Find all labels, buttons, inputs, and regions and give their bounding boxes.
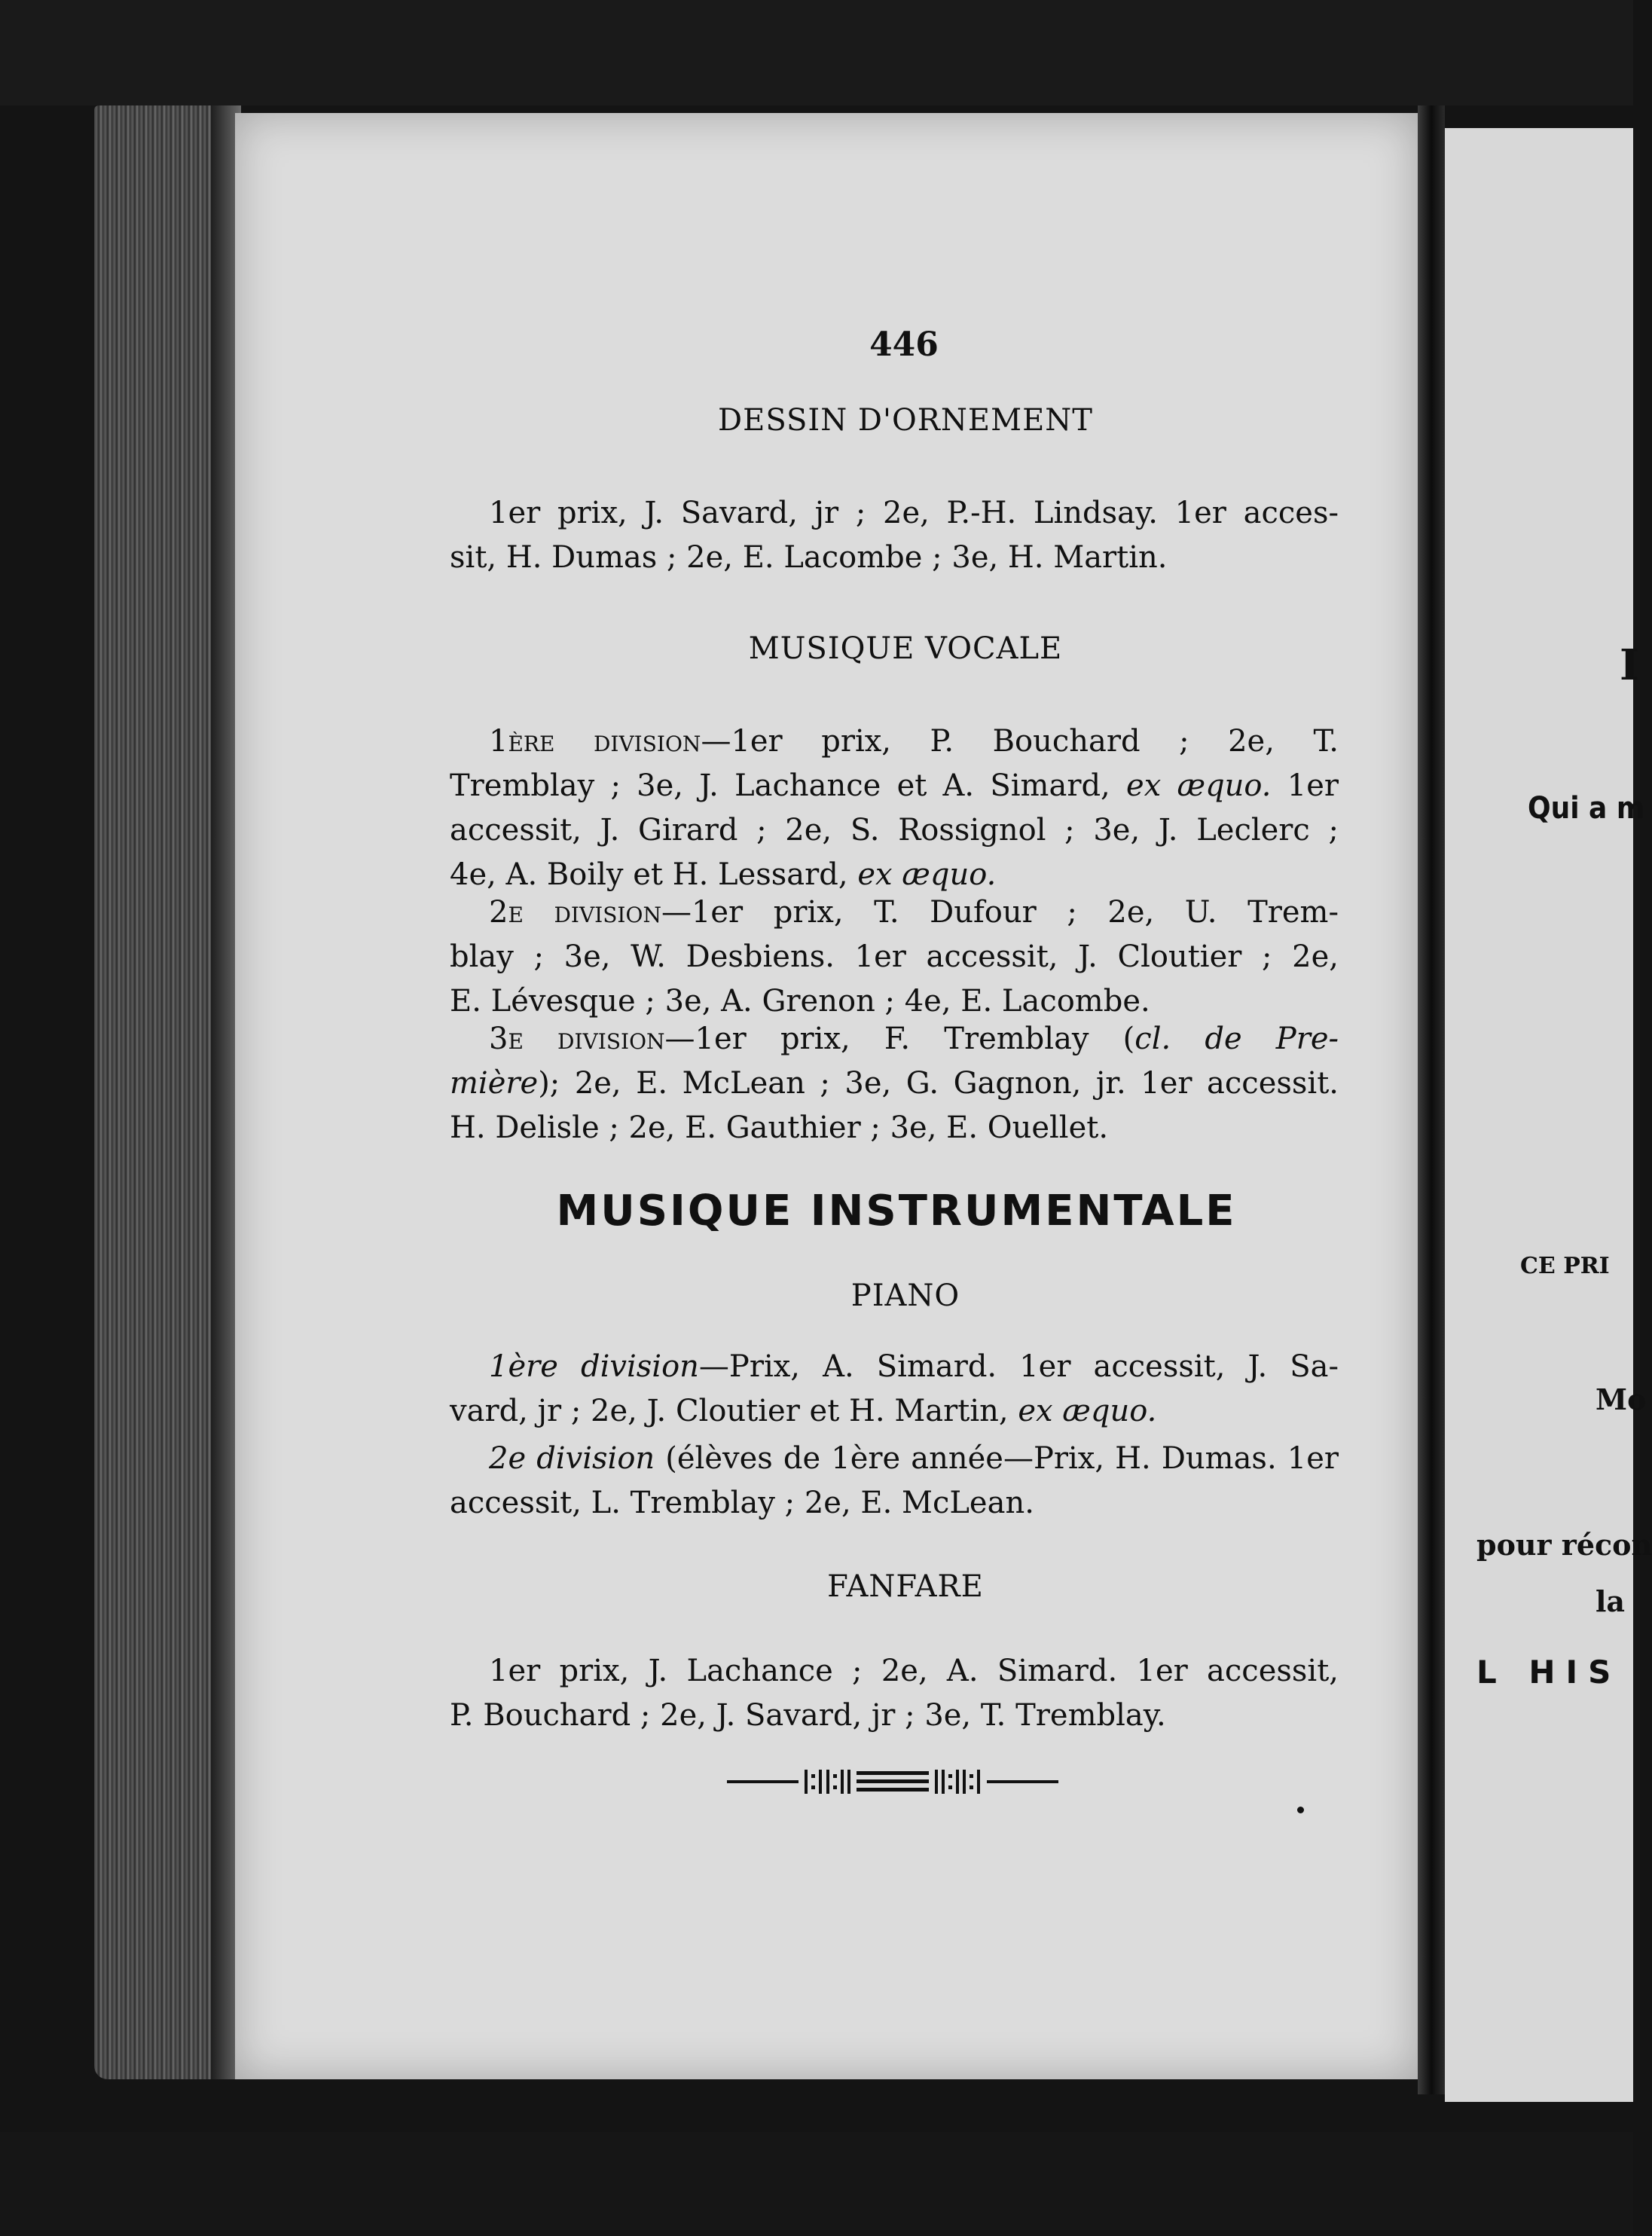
text-line: E. Lévesque ; 3e, A. Grenon ; 4e, E. Lacombe. (450, 984, 1150, 1019)
text-span: ); 2e, E. McLean ; 3e, G. Gagnon, jr. 1er accessit. (538, 1066, 1339, 1101)
right-page (1445, 128, 1652, 2102)
paragraph-piano-div1 (450, 1345, 1339, 1434)
text-line (450, 1345, 1339, 1389)
heading-fanfare: FANFARE (827, 1569, 984, 1604)
text-line (450, 719, 1339, 764)
right-page-fragment: pour récon (1476, 1528, 1652, 1562)
division-label: 1ère division (489, 724, 701, 759)
text-line (450, 1437, 1339, 1481)
book-page-edges (94, 105, 230, 2079)
text-line: H. Delisle ; 2e, E. Gauthier ; 3e, E. Ouellet. (450, 1110, 1109, 1145)
paragraph-piano-div2 (450, 1437, 1339, 1526)
text-line (450, 1017, 1339, 1061)
ex-aequo-italic: ex æquo. (1126, 768, 1272, 803)
ornament-divider (727, 1767, 1058, 1797)
film-border-top (0, 0, 1633, 105)
division-label: 1ère division (489, 1349, 699, 1384)
ex-aequo-italic: ex æquo. (1018, 1394, 1157, 1428)
text-span: —1er prix, T. Dufour ; 2e, U. Trem- (661, 895, 1339, 930)
right-page-fragment: Qui a m (1528, 791, 1645, 826)
text-span: —1er prix, F. Tremblay ( (664, 1022, 1135, 1056)
right-page-fragment: la (1596, 1584, 1626, 1618)
text-line (450, 1061, 1339, 1106)
italic-span: cl. de Pre- (1134, 1022, 1339, 1056)
text-span: vard, jr ; 2e, J. Cloutier et H. Martin, (450, 1394, 1009, 1428)
text-line: 1er prix, J. Lachance ; 2e, A. Simard. 1er accessit, (489, 1654, 1339, 1688)
heading-musique-vocale: MUSIQUE VOCALE (748, 631, 1063, 666)
text-line: P. Bouchard ; 2e, J. Savard, jr ; 3e, T. Tremblay. (450, 1698, 1166, 1733)
text-line: blay ; 3e, W. Desbiens. 1er accessit, J. Cloutier ; 2e, (450, 939, 1339, 974)
text-span: (élèves de 1ère année—Prix, H. Dumas. 1er (655, 1441, 1339, 1476)
ink-speck (1297, 1807, 1304, 1813)
paragraph-vocale-div1 (450, 719, 1339, 897)
paragraph-fanfare (450, 1649, 1339, 1738)
right-page-fragment: L HIS (1476, 1654, 1622, 1691)
text-span: 1er (1287, 768, 1339, 803)
ex-aequo-italic: ex æquo. (857, 857, 997, 892)
division-label: 3e division (489, 1022, 665, 1056)
text-span: —Prix, A. Simard. 1er accessit, J. Sa- (698, 1349, 1339, 1384)
page-number: 446 (869, 325, 939, 364)
right-page-fragment: I (1620, 640, 1640, 690)
text-span: 4e, A. Boily et H. Lessard, (450, 857, 848, 892)
heading-musique-instrumentale: MUSIQUE INSTRUMENTALE (556, 1187, 1237, 1236)
text-line (450, 1389, 1339, 1434)
heading-dessin-ornement: DESSIN D'ORNEMENT (718, 403, 1093, 438)
right-page-fragment: CE PRI (1520, 1253, 1610, 1279)
paragraph-vocale-div3 (450, 1017, 1339, 1150)
division-label: 2e division (489, 895, 661, 930)
text-line: sit, H. Dumas ; 2e, E. Lacombe ; 3e, H. Martin. (450, 540, 1168, 575)
text-span: Tremblay ; 3e, J. Lachance et A. Simard, (450, 768, 1110, 803)
paragraph-dessin (450, 491, 1339, 580)
text-line: 1er prix, J. Savard, jr ; 2e, P.-H. Lindsay. 1er acces- (489, 496, 1339, 530)
text-line (450, 890, 1339, 935)
text-span: —1er prix, P. Bouchard ; 2e, T. (701, 724, 1339, 759)
italic-span: mière (450, 1066, 539, 1101)
text-line: accessit, J. Girard ; 2e, S. Rossignol ; 3e, J. Leclerc ; (450, 813, 1339, 848)
right-page-fragment: Mo (1596, 1382, 1647, 1416)
book-gutter (1418, 105, 1445, 2094)
heading-piano: PIANO (850, 1278, 960, 1313)
text-line: accessit, L. Tremblay ; 2e, E. McLean. (450, 1486, 1034, 1520)
division-label: 2e division (489, 1441, 655, 1476)
text-line (450, 764, 1339, 808)
paragraph-vocale-div2 (450, 890, 1339, 1024)
film-border-bottom (0, 2132, 1633, 2236)
